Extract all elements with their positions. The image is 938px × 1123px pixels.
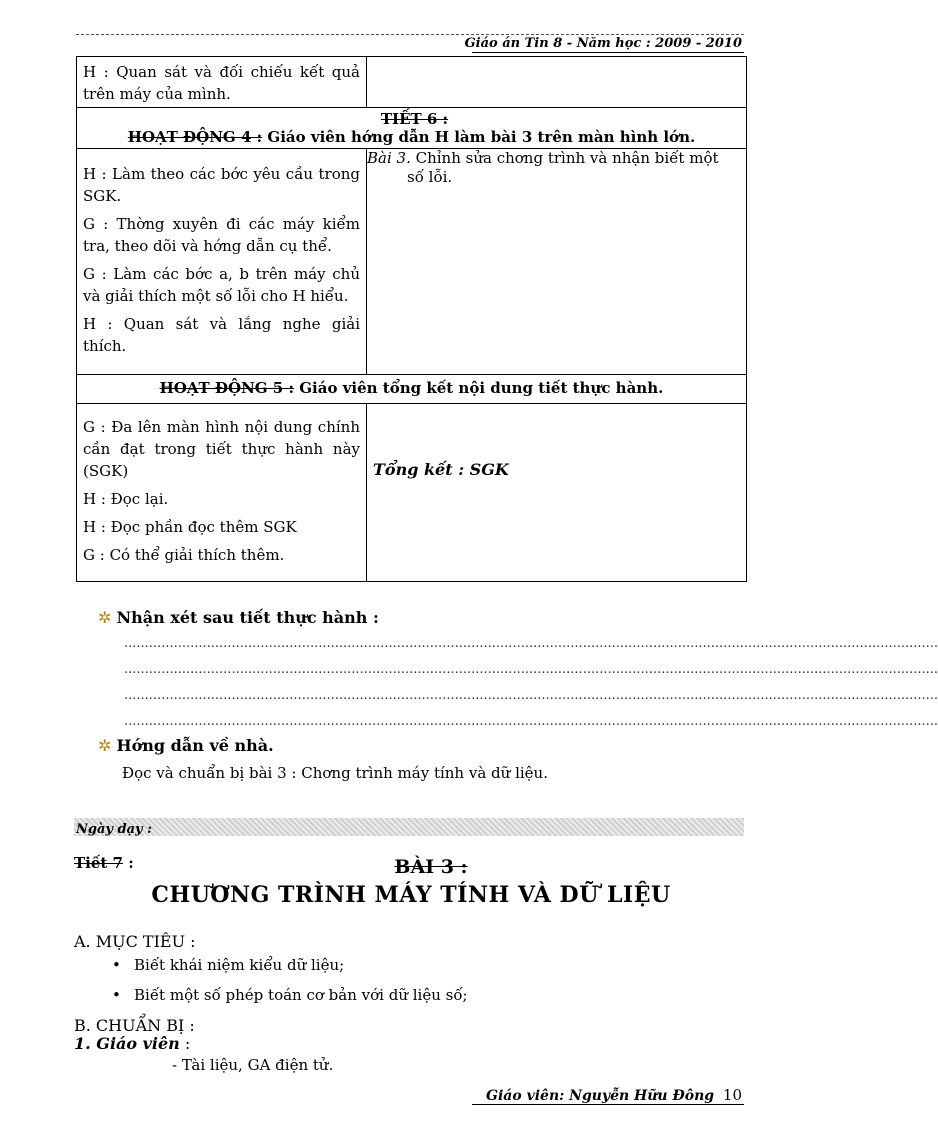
row2-right <box>367 149 747 375</box>
activity5-label: HOẠT ĐỘNG 5 : <box>159 379 295 397</box>
remarks-heading <box>98 608 379 627</box>
row3-right <box>367 404 747 582</box>
teacher-label: 1. Giáo viên <box>74 1034 180 1053</box>
lesson-table <box>76 56 747 582</box>
teacher-colon: : <box>184 1034 191 1053</box>
page-header: Giáo án Tin 8 - Năm học : 2009 - 2010 <box>464 36 742 51</box>
activity5-header <box>77 375 747 404</box>
footer-rule <box>472 1104 744 1105</box>
table-row <box>77 108 747 149</box>
footer-author: Giáo viên: Nguyễn Hữu Đông <box>486 1088 715 1104</box>
remarks-title: Nhận xét sau tiết thực hành : <box>116 608 379 627</box>
table-row <box>77 57 747 108</box>
exercise-text-cont: số lỗi. <box>407 168 453 186</box>
table-text: G : Có thể giải thích thêm. <box>83 546 285 564</box>
table-row <box>77 149 747 375</box>
teacher-heading <box>74 1034 190 1053</box>
row3-left <box>77 404 367 582</box>
header-dashed-line <box>76 34 744 35</box>
lesson-title: CHƯƠNG TRÌNH MÁY TÍNH VÀ DỮ LIỆU <box>151 882 671 908</box>
summary-text: Tổng kết : SGK <box>373 460 509 479</box>
table-text: H : Làm theo các bớc yêu cầu trong SGK. <box>83 165 360 205</box>
date-band <box>74 818 744 836</box>
period-label: Tiết 7 <box>74 854 123 872</box>
activity5-text: Giáo viên tổng kết nội dung tiết thực hành. <box>299 379 664 397</box>
table-text: H : Quan sát và lắng nghe giải thích. <box>83 315 360 355</box>
homework-heading <box>98 736 274 755</box>
homework-title: Hớng dẫn về nhà. <box>116 736 274 755</box>
table-text: H : Đọc phần đọc thêm SGK <box>83 518 297 536</box>
period-colon: : <box>128 854 134 872</box>
table-text: G : Thờng xuyên đi các máy kiểm tra, theo dõi và hớng dẫn cụ thể. <box>83 215 360 255</box>
table-text: G : Đa lên màn hình nội dung chính cần đạt trong tiết thực hành này (SGK) <box>83 418 360 480</box>
page-number: 10 <box>722 1086 742 1104</box>
note-icon: ✲ <box>98 736 112 755</box>
activity4-label: HOẠT ĐỘNG 4 : <box>127 128 263 146</box>
table-row <box>77 375 747 404</box>
row1-left <box>77 57 367 108</box>
page-footer <box>486 1086 742 1104</box>
list-item: • Biết một số phép toán cơ bản với dữ liệu số; <box>112 986 468 1004</box>
lesson-number: BÀI 3 : <box>394 856 468 878</box>
table-text: H : Quan sát và đối chiếu kết quả trên máy của mình. <box>83 63 360 103</box>
tiet6-label: TIẾT 6 : <box>380 110 449 128</box>
homework-text: Đọc và chuẩn bị bài 3 : Chơng trình máy tính và dữ liệu. <box>122 764 548 782</box>
exercise-label: Bài 3. <box>367 149 411 167</box>
prep-heading: B. CHUẨN BỊ : <box>74 1016 195 1035</box>
dotted-line: ..................................................................................................................................................................................................... <box>124 714 938 729</box>
dotted-line: ..................................................................................................................................................................................................... <box>124 662 938 677</box>
table-text: G : Làm các bớc a, b trên máy chủ và giải thích một số lỗi cho H hiểu. <box>83 265 360 305</box>
teacher-item: - Tài liệu, GA điện tử. <box>172 1056 334 1074</box>
row2-left <box>77 149 367 375</box>
table-row <box>77 404 747 582</box>
objectives-heading: A. MỤC TIÊU : <box>74 932 196 951</box>
dotted-line: ..................................................................................................................................................................................................... <box>124 636 938 651</box>
date-label: Ngày dạy : <box>76 822 152 837</box>
row1-right <box>367 57 747 108</box>
activity4-text: Giáo viên hớng dẫn H làm bài 3 trên màn hình lớn. <box>267 128 696 146</box>
note-icon: ✲ <box>98 608 112 627</box>
dotted-line: ..................................................................................................................................................................................................... <box>124 688 938 703</box>
header-rule <box>472 52 744 53</box>
table-text: H : Đọc lại. <box>83 490 169 508</box>
list-item: • Biết khái niệm kiểu dữ liệu; <box>112 956 468 974</box>
exercise-text: Chỉnh sửa chơng trình và nhận biết một <box>415 149 719 167</box>
activity4-header <box>77 108 747 149</box>
objectives-list <box>112 956 468 1016</box>
